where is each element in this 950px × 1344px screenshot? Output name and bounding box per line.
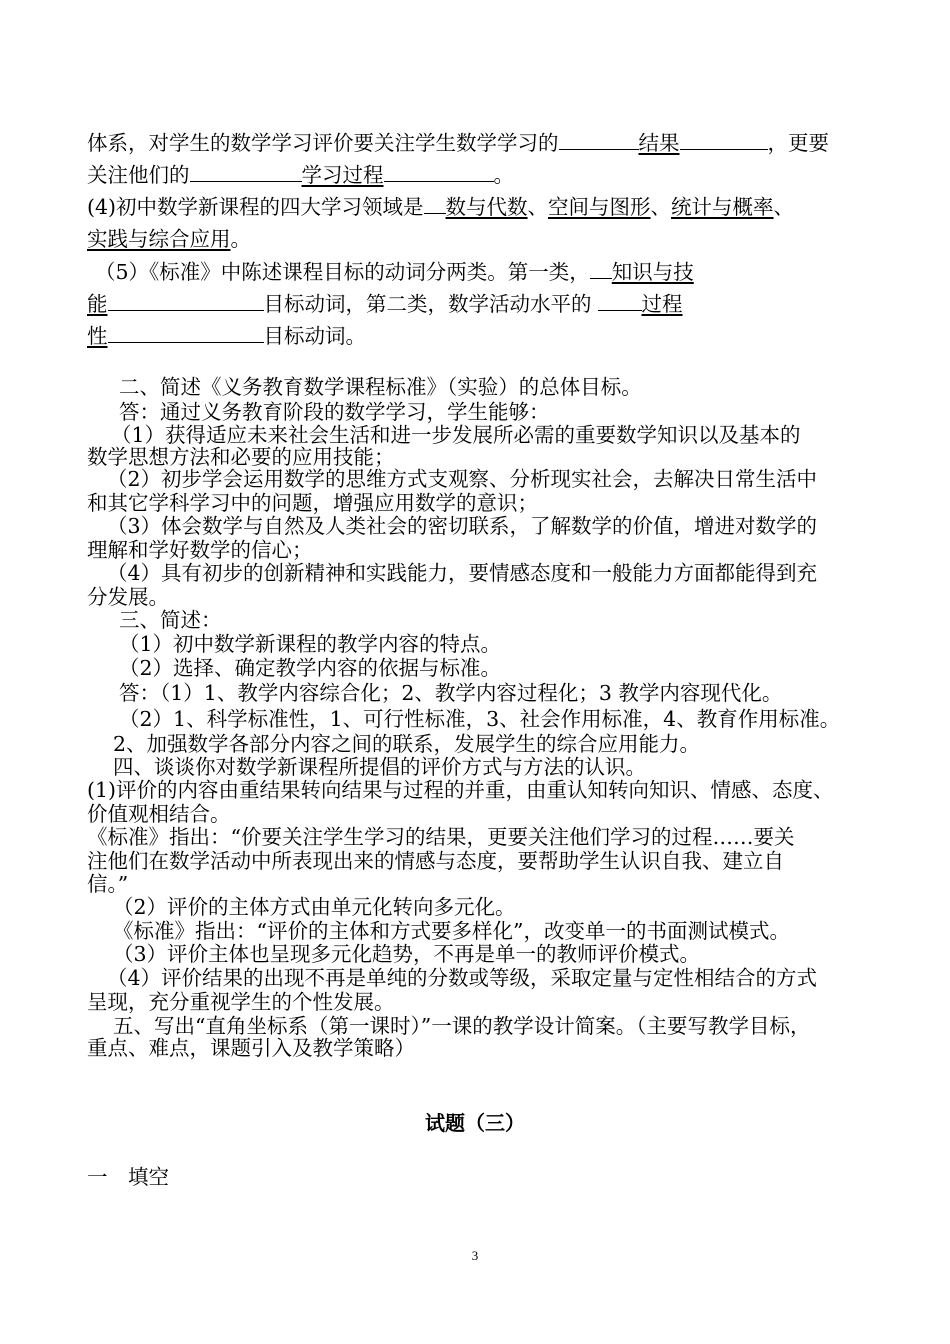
body-line: 和其它学科学习中的问题，增强应用数学的意识；: [87, 491, 538, 515]
section-heading: 一 填空: [87, 1165, 169, 1189]
text: 关注他们的: [87, 163, 190, 187]
text: 。: [493, 163, 514, 187]
text: 、: [650, 195, 672, 219]
fill-line-5: [95, 259, 694, 285]
fill-line-1: [87, 130, 829, 156]
blank: [424, 195, 446, 214]
body-line: 《标准》指出：“价要关注学生学习的结果，更要关注他们学习的过程……要关: [87, 825, 795, 849]
body-line: 数学思想方法和必要的应用技能；: [87, 445, 395, 469]
answer: 过程: [641, 292, 683, 316]
blank: [559, 131, 639, 150]
body-line: 四、谈谈你对数学新课程所提倡的评价方式与方法的认识。: [113, 755, 646, 779]
answer: 数与代数: [445, 195, 528, 219]
body-line: （1）获得适应未来社会生活和进一步发展所必需的重要数学知识以及基本的: [111, 423, 801, 447]
page-number: 3: [471, 1248, 479, 1263]
body-line: 五、写出“直角坐标系（第一课时）”一课的教学设计简案。（主要写教学目标，: [113, 1014, 811, 1038]
fill-line-6: [87, 291, 683, 317]
text: 目标动词，第二类，数学活动水平的: [263, 292, 592, 316]
blank: [590, 260, 612, 279]
section-title: 试题（三）: [425, 1111, 525, 1135]
blank: [190, 163, 302, 182]
fill-line-2: [87, 162, 514, 188]
text: 目标动词。: [263, 324, 366, 348]
body-line: (1)评价的内容由重结果转向结果与过程的并重，由重认知转向知识、情感、态度、: [87, 778, 834, 802]
body-line: （2）1、科学标准性，1、可行性标准，3、社会作用标准，4、教育作用标准。: [119, 707, 841, 731]
body-line: （2）评价的主体方式由单元化转向多元化。: [113, 895, 516, 919]
fill-line-4: [87, 226, 251, 252]
body-line: （4）评价结果的出现不再是单纯的分数或等级，采取定量与定性相结合的方式: [107, 966, 818, 990]
body-line: 重点、难点，课题引入及教学策略）: [87, 1036, 415, 1060]
body-line: （2）初步学会运用数学的思维方式支观察、分析现实社会，去解决日常生活中: [107, 467, 818, 491]
answer: 结果: [638, 131, 680, 155]
blank: [598, 292, 642, 311]
answer: 统计与概率: [671, 195, 774, 219]
text: 体系，对学生的数学学习评价要关注学生数学学习的: [87, 131, 559, 155]
answer: 实践与综合应用: [87, 227, 231, 251]
body-line: 价值观相结合。: [87, 802, 231, 826]
answer: 知识与技: [611, 260, 694, 284]
blank: [680, 131, 768, 150]
body-line: （2）选择、确定教学内容的依据与标准。: [119, 656, 502, 680]
answer: 能: [87, 292, 108, 316]
text: (4)初中数学新课程的四大学习领域是: [87, 195, 424, 219]
body-line: （1）初中数学新课程的教学内容的特点。: [119, 632, 502, 656]
body-line: 答：通过义务教育阶段的数学学习，学生能够：: [119, 400, 550, 424]
blank: [384, 163, 494, 182]
body-line: 《标准》指出：“评价的主体和方式要多样化”，改变单一的书面测试模式。: [113, 919, 790, 943]
text: 、: [527, 195, 549, 219]
answer: 学习过程: [301, 163, 384, 187]
answer: 空间与图形: [548, 195, 651, 219]
body-line: 信。”: [87, 872, 129, 896]
blank: [108, 324, 264, 343]
body-line: （4）具有初步的创新精神和实践能力，要情感态度和一般能力方面都能得到充: [107, 561, 818, 585]
body-line: 注他们在数学活动中所表现出来的情感与态度，要帮助学生认识自我、建立自: [87, 849, 784, 873]
body-line: （3）评价主体也呈现多元化趋势，不再是单一的教师评价模式。: [113, 942, 701, 966]
body-line: 三、简述：: [119, 608, 222, 632]
fill-line-3: [87, 194, 794, 220]
body-line: 答：（1）1、教学内容综合化；2、教学内容过程化；3 教学内容现代化。: [119, 681, 783, 705]
body-line: 2、加强数学各部分内容之间的联系，发展学生的综合应用能力。: [113, 732, 701, 756]
text: 。: [230, 227, 251, 251]
text: 、: [773, 195, 795, 219]
body-line: 分发展。: [87, 585, 169, 609]
body-line: 呈现，充分重视学生的个性发展。: [87, 990, 395, 1014]
text: （5）《标准》中陈述课程目标的动词分两类。第一类，: [95, 260, 590, 284]
body-line: 理解和学好数学的信心；: [87, 538, 313, 562]
answer: 性: [87, 324, 108, 348]
fill-line-7: [87, 323, 366, 349]
body-line: 二、简述《义务教育数学课程标准》（实验）的总体目标。: [119, 375, 642, 399]
text: ，更要: [767, 131, 829, 155]
body-line: （3）体会数学与自然及人类社会的密切联系，了解数学的价值，增进对数学的: [107, 514, 818, 538]
blank: [108, 292, 264, 311]
